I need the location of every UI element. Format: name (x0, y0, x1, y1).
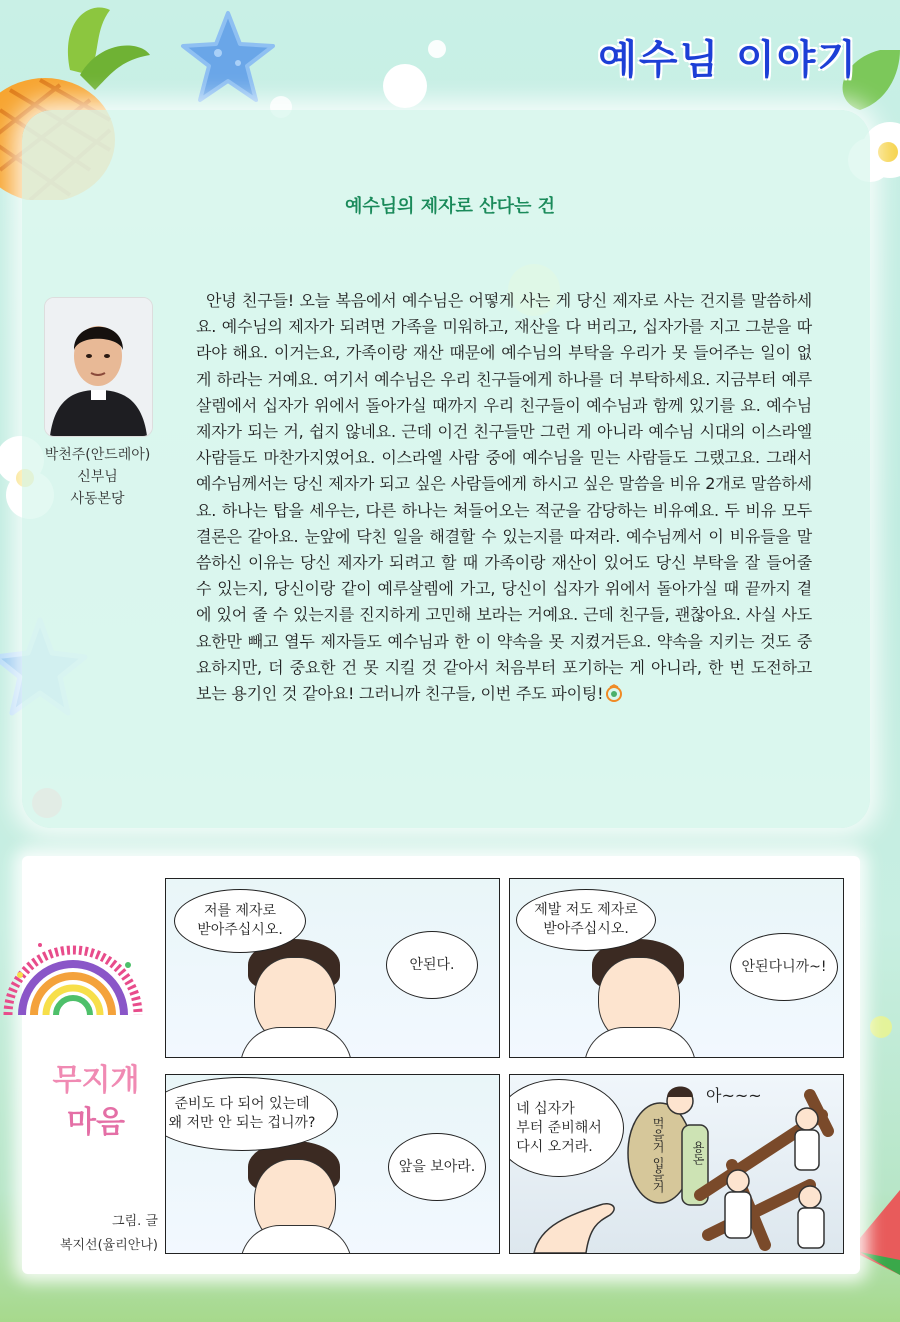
author-parish: 사동본당 (70, 491, 125, 507)
logo-icon (605, 684, 623, 702)
speech-bubble: 네 십자가 부터 준비해서 다시 오거라. (509, 1079, 624, 1177)
article-body-text: 안녕 친구들! 오늘 복음에서 예수님은 어떻게 사는 게 당신 제자로 사는 건지를 말씀하세요. 예수님의 제자가 되려면 가족을 미워하고, 재산을 다 버리고, 십자가를 지고 그분을 따라야 해요. 이거는요, 가족이랑 재산 때문에 예수님의 부탁을 우리가 못 들어주는 일이 없게 하라는 거예요. 여기서 예수님은 우리 친구들에게 하나를 더 부탁하세요. 지금부터 예루살렘에서 십자가 위에서 돌아가실 때까지 우리 친구들이 예수님과 함께 있기를 요. 예수님 제자가 되는 거, 쉽지 않네요. 근데 이건 친구들만 그런 게 아니라 예수님 시대의 이스라엘 사람들도 마찬가지였어요. 이스라엘 사람 중에 예수님을 믿는 사람들도 그랬고요. 그래서 예수님께서는 당신 제자가 되고 싶은 사람들에게 하시고 싶은 말씀을 비유 2개로 말씀하세요. 하나는 탑을 세우는, 다른 하나는 쳐들어오는 적군을 감당하는 비유예요. 두 비유 모두 결론은 같아요. 눈앞에 닥친 일을 해결할 수 있는지를 따져라. 예수님께서 이 비유들을 말씀하신 이유는 당신 제자가 되려고 할 때 가족이랑 재산이 있어도 당신 부탁을 잘 들어줄 수 있는지, 당신이랑 같이 예루살렘에 가고, 당신이 십자가 위에서 돌아가실 때 끝까지 곁에 있어 줄 수 있는지를 진지하게 고민해 보라는 거예요. 근데 친구들, 괜찮아요. 사실 사도 요한만 빼고 열두 제자들도 예수님과 한 이 약속을 못 지켰거든요. 약속을 지키는 것도 중요하지만, 더 중요한 건 못 지킬 것 같아서 처음부터 포기하는 게 아니라, 한 번 도전하고 보는 용기인 것 같아요! 그러니까 친구들, 이번 주도 파이팅! (196, 291, 813, 704)
character-body (240, 1027, 352, 1058)
speech-bubble: 저를 제자로 받아주십시오. (174, 889, 306, 953)
bubble-decoration (870, 1016, 892, 1038)
speech-bubble: 앞을 보아라. (388, 1133, 486, 1201)
author-name: 박천주(안드레아) (44, 447, 151, 463)
author-role: 신부님 (77, 469, 118, 485)
comic-section-title (40, 1060, 152, 1144)
article-body (196, 288, 812, 707)
speech-bubble: 안된다니까~! (730, 933, 838, 1001)
comic-title-line2: 마음 (67, 1105, 125, 1140)
author-info (20, 444, 175, 510)
rainbow-icon (0, 915, 150, 1025)
article-title: 예수님의 제자로 산다는 건 (344, 196, 556, 217)
comic-panel-3 (165, 1074, 500, 1254)
comic-credit (30, 1210, 158, 1258)
speech-bubble: 안된다. (386, 931, 478, 999)
character-body (584, 1027, 696, 1058)
star-decoration (178, 8, 278, 108)
credit-line1: 그림. 글 (112, 1214, 158, 1229)
character-body (240, 1225, 352, 1254)
exclaim-text: 아~~~ (706, 1086, 762, 1105)
comic-title-line1: 무지개 (52, 1063, 140, 1098)
sack-label: 먹을거 입을거 (651, 1117, 665, 1193)
comic-panel-2 (509, 878, 844, 1058)
bubble-decoration (383, 64, 427, 108)
speech-bubble: 준비도 다 되어 있는데 왜 저만 안 되는 겁니까? (165, 1077, 338, 1151)
comic-panel-4 (509, 1074, 844, 1254)
credit-line2: 복지선(율리안나) (59, 1238, 158, 1253)
bubble-decoration (428, 40, 446, 58)
page-title: 예수님 이야기 (598, 37, 858, 83)
speech-bubble: 제발 저도 제자로 받아주십시오. (516, 889, 656, 951)
money-label: 용돈 (691, 1141, 705, 1165)
comic-panel-1 (165, 878, 500, 1058)
author-photo (44, 297, 153, 437)
